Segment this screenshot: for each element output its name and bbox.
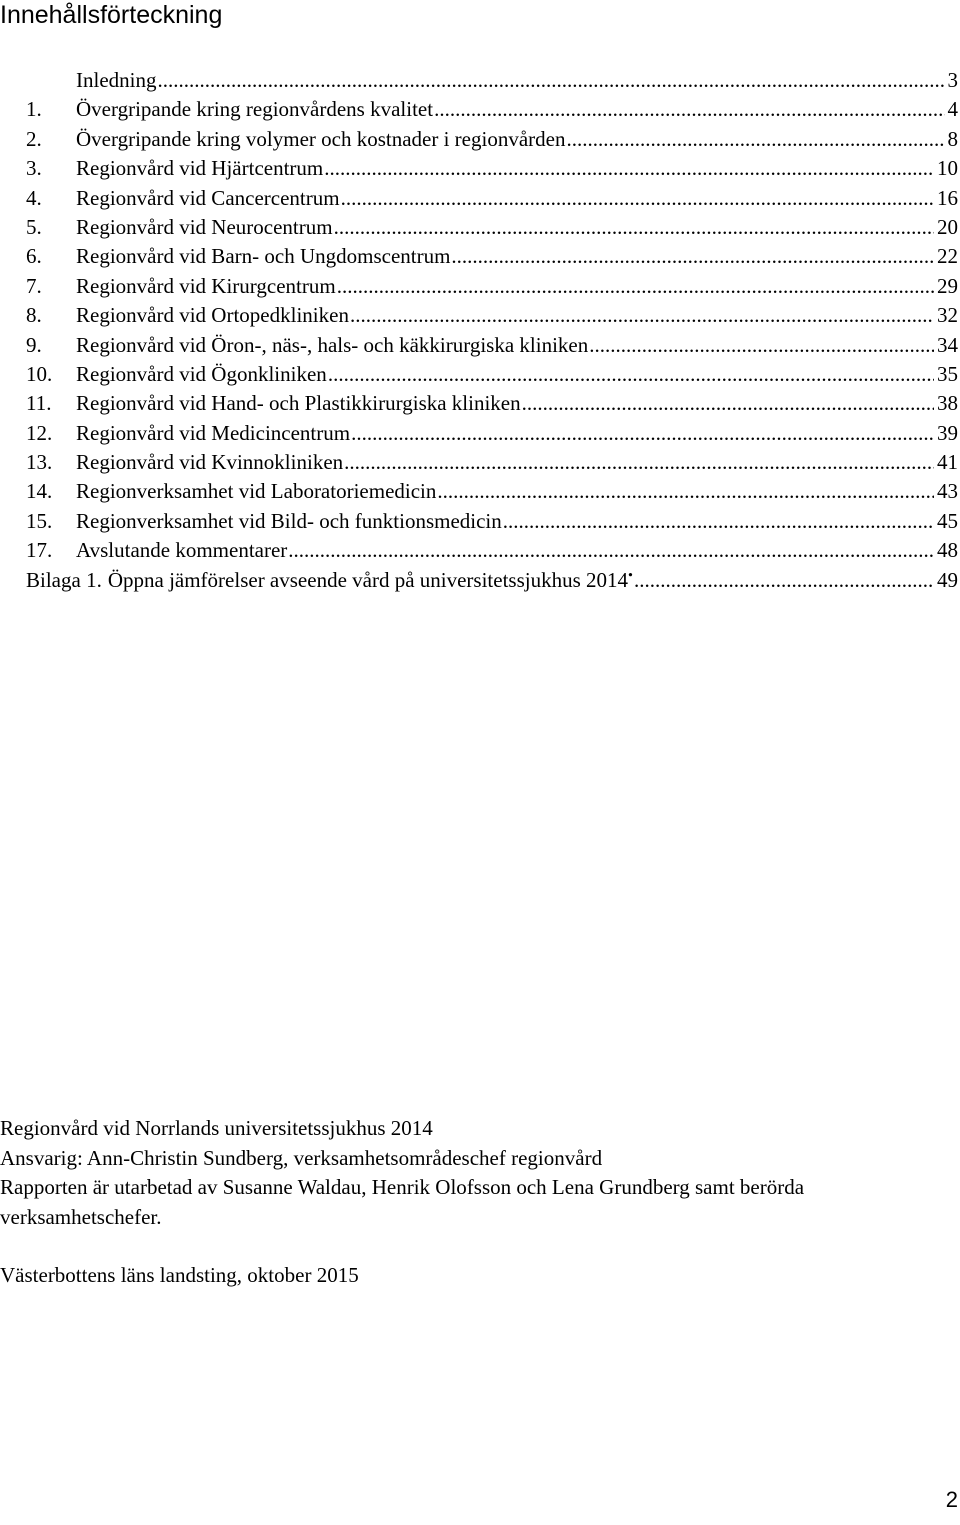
toc-entry-page: 34 xyxy=(937,332,958,357)
table-of-contents xyxy=(26,66,958,595)
toc-dot-leader xyxy=(324,154,934,183)
toc-entry-title-text: Övergripande kring regionvårdens kvalitet xyxy=(76,97,434,122)
toc-entry-title xyxy=(76,536,287,565)
toc-entry-number: 10. xyxy=(26,361,53,386)
report-responsible: Ansvarig: Ann-Christin Sundberg, verksamhetsområdeschef regionvård xyxy=(0,1145,603,1170)
toc-dot-leader xyxy=(503,507,934,536)
toc-entry-page: 45 xyxy=(937,508,958,533)
toc-dot-leader xyxy=(341,184,934,213)
toc-entry[interactable] xyxy=(26,331,958,360)
toc-entry-page: 35 xyxy=(937,361,958,386)
page-number: 2 xyxy=(945,1487,958,1512)
toc-entry[interactable] xyxy=(26,213,958,242)
toc-entry-title-text: Övergripande kring volymer och kostnader i regionvården xyxy=(76,126,566,151)
toc-entry-title-text: Regionvård vid Öron-, näs-, hals- och käkkirurgiska kliniken xyxy=(76,332,589,357)
toc-entry-number: 11. xyxy=(26,391,52,416)
toc-entry-title xyxy=(76,301,349,330)
toc-entry-title xyxy=(76,477,436,506)
toc-dot-leader xyxy=(634,566,934,595)
toc-dot-leader xyxy=(157,66,944,95)
footnote-marker: • xyxy=(628,567,633,583)
toc-dot-leader xyxy=(337,272,934,301)
toc-entry-title xyxy=(76,213,333,242)
toc-entry-title-text: Regionverksamhet vid Laboratoriemedicin xyxy=(76,479,437,504)
toc-entry-page: 4 xyxy=(947,97,958,122)
toc-entry-title xyxy=(108,566,633,595)
toc-entry-page: 22 xyxy=(937,244,958,269)
toc-entry-number: Bilaga 1. xyxy=(26,567,102,592)
toc-entry[interactable] xyxy=(26,184,958,213)
toc-entry-number: 1. xyxy=(26,97,42,122)
toc-entry[interactable] xyxy=(26,477,958,506)
toc-entry-title-text: Regionvård vid Barn- och Ungdomscentrum xyxy=(76,244,451,269)
report-title: Regionvård vid Norrlands universitetssjukhus 2014 xyxy=(0,1116,433,1140)
toc-entry-page: 32 xyxy=(937,303,958,328)
toc-dot-leader xyxy=(434,95,944,124)
toc-entry-title-text: Regionverksamhet vid Bild- och funktionsmedicin xyxy=(76,508,502,533)
toc-entry[interactable] xyxy=(26,360,958,389)
toc-entry-page: 39 xyxy=(937,420,958,445)
toc-entry-title xyxy=(76,507,502,536)
toc-entry-number: 12. xyxy=(26,420,53,445)
toc-entry[interactable] xyxy=(26,389,958,418)
toc-entry-title-text: Regionvård vid Cancercentrum xyxy=(76,185,340,210)
toc-entry-page: 38 xyxy=(937,391,958,416)
toc-entry-title xyxy=(76,272,336,301)
toc-entry-number: 9. xyxy=(26,332,42,357)
toc-entry[interactable] xyxy=(26,536,958,565)
toc-entry-page: 8 xyxy=(947,126,958,151)
toc-entry-number: 6. xyxy=(26,244,42,269)
toc-entry[interactable] xyxy=(26,301,958,330)
toc-entry-title xyxy=(76,95,433,124)
toc-entry-title xyxy=(76,154,323,183)
toc-entry-title-text: Regionvård vid Kvinnokliniken xyxy=(76,450,344,475)
toc-entry[interactable] xyxy=(26,95,958,124)
toc-entry-title xyxy=(76,360,327,389)
toc-entry-title-text: Regionvård vid Medicincentrum xyxy=(76,420,351,445)
toc-entry-title xyxy=(76,448,343,477)
toc-entry-title-text: Regionvård vid Ortopedkliniken xyxy=(76,303,349,328)
toc-entry-title-text: Öppna jämförelser avseende vård på universitetssjukhus 2014 xyxy=(107,567,629,592)
toc-dot-leader xyxy=(328,360,934,389)
report-publisher: Västerbottens läns landsting, oktober 2015 xyxy=(0,1263,359,1287)
toc-entry-page: 43 xyxy=(937,479,958,504)
toc-entry-title-text: Regionvård vid Kirurgcentrum xyxy=(76,273,336,298)
toc-entry-page: 10 xyxy=(937,156,958,181)
toc-entry-title xyxy=(76,66,156,95)
toc-dot-leader xyxy=(334,213,934,242)
toc-entry-number: 15. xyxy=(26,508,53,533)
toc-entry-title xyxy=(76,389,521,418)
toc-entry[interactable] xyxy=(26,66,958,95)
report-info xyxy=(0,1114,940,1291)
toc-entry-title-text: Regionvård vid Hjärtcentrum xyxy=(76,156,324,181)
toc-entry-page: 48 xyxy=(937,538,958,563)
toc-dot-leader xyxy=(589,331,934,360)
toc-entry-page: 20 xyxy=(937,214,958,239)
toc-dot-leader xyxy=(288,536,934,565)
toc-entry[interactable] xyxy=(26,125,958,154)
toc-entry-title xyxy=(76,184,340,213)
toc-entry-title-text: Regionvård vid Ögonkliniken xyxy=(76,361,327,386)
toc-entry-number: 3. xyxy=(26,156,42,181)
toc-entry-page: 3 xyxy=(947,68,958,92)
toc-dot-leader xyxy=(451,242,934,271)
toc-entry[interactable] xyxy=(26,507,958,536)
toc-entry[interactable] xyxy=(26,419,958,448)
toc-entry[interactable] xyxy=(26,566,958,595)
toc-dot-leader xyxy=(437,477,934,506)
toc-entry[interactable] xyxy=(26,242,958,271)
page-title: Innehållsförteckning xyxy=(0,1,223,29)
toc-entry[interactable] xyxy=(26,272,958,301)
toc-entry-number: 5. xyxy=(26,214,42,239)
toc-entry-number: 14. xyxy=(26,479,53,504)
toc-entry-number: 2. xyxy=(26,126,42,151)
toc-entry-number: 13. xyxy=(26,450,53,475)
toc-dot-leader xyxy=(522,389,934,418)
toc-entry[interactable] xyxy=(26,448,958,477)
toc-dot-leader xyxy=(566,125,944,154)
toc-dot-leader xyxy=(351,419,934,448)
toc-entry-title xyxy=(76,125,565,154)
report-authors: Rapporten är utarbetad av Susanne Waldau, Henrik Olofsson och Lena Grundberg samt berörda verksamhetschefer. xyxy=(0,1175,805,1229)
toc-entry-title-text: Regionvård vid Hand- och Plastikkirurgiska kliniken xyxy=(76,391,521,416)
toc-entry-title xyxy=(76,331,588,360)
toc-entry-page: 16 xyxy=(937,185,958,210)
toc-entry-title-text: Inledning xyxy=(76,68,157,92)
toc-entry-number: 17. xyxy=(26,538,53,563)
toc-entry-title-text: Avslutande kommentarer xyxy=(76,538,288,563)
toc-entry-number: 7. xyxy=(26,273,42,298)
toc-entry-page: 41 xyxy=(937,450,958,475)
toc-dot-leader xyxy=(350,301,934,330)
toc-entry-title xyxy=(76,419,350,448)
toc-entry-number: 8. xyxy=(26,303,42,328)
toc-entry-number: 4. xyxy=(26,185,42,210)
toc-dot-leader xyxy=(344,448,934,477)
toc-entry-title-text: Regionvård vid Neurocentrum xyxy=(76,214,333,239)
toc-entry-page: 29 xyxy=(937,273,958,298)
toc-entry[interactable] xyxy=(26,154,958,183)
toc-entry-page: 49 xyxy=(937,567,958,592)
toc-entry-title xyxy=(76,242,450,271)
